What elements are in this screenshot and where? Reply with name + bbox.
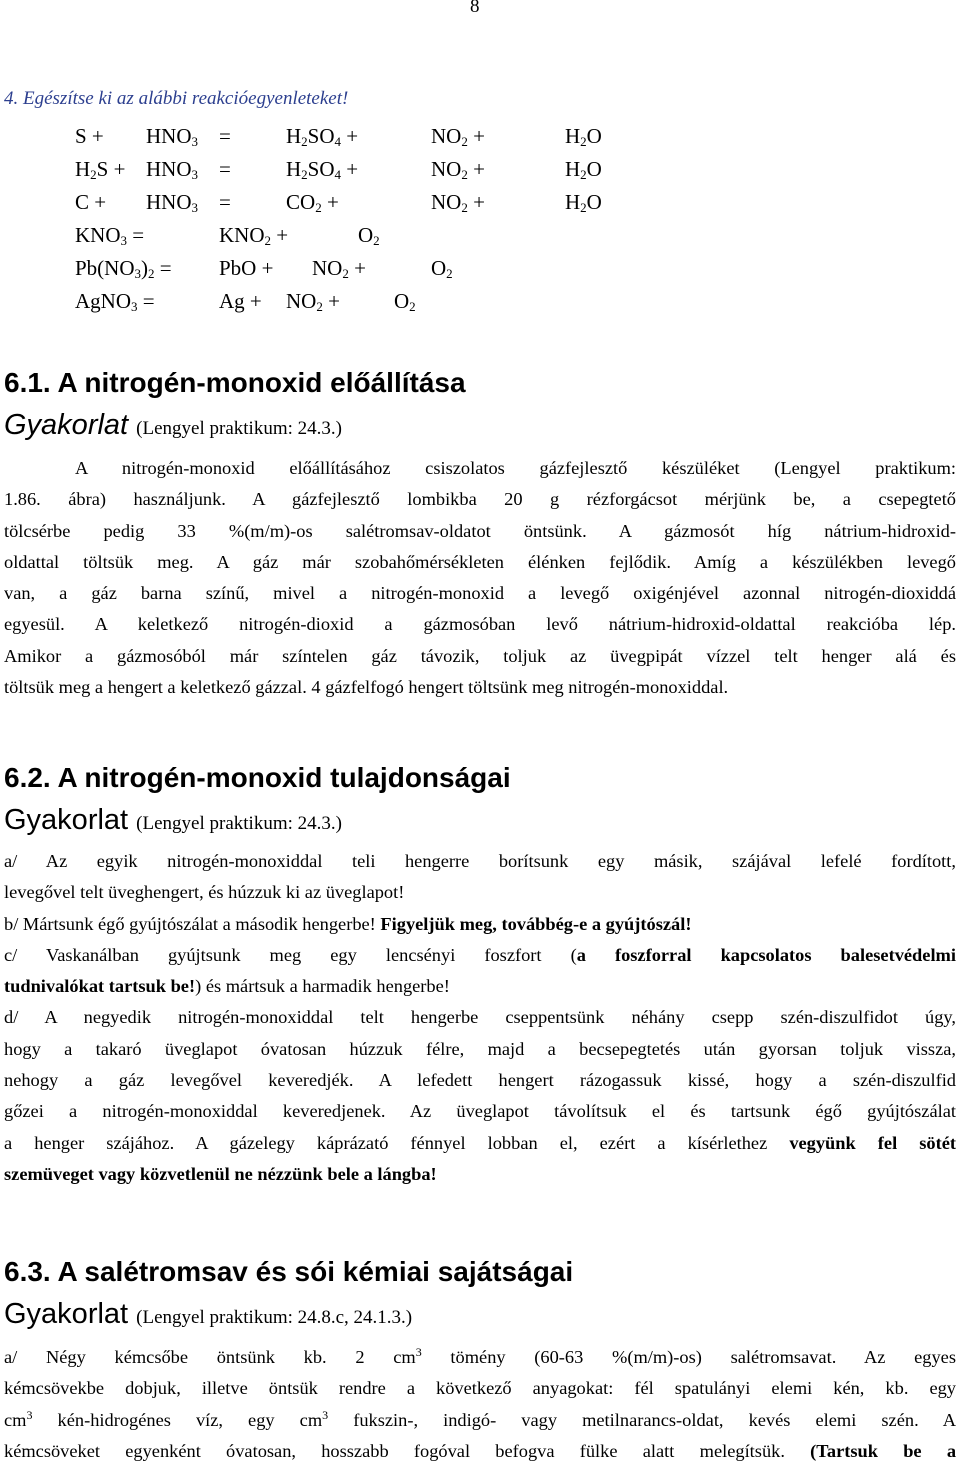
step-a-line-1: a/ Az egyik nitrogén-monoxiddal teli hengerre borítsunk egy másik, szájával lefelé fordított, bbox=[4, 851, 956, 871]
step-a-line-4: kémcsöveket egyenként óvatosan, hosszabb fogóval befogva fülke alatt melegítsük. (Tartsuk be a bbox=[4, 1440, 957, 1461]
practice-word: Gyakorlat bbox=[4, 804, 129, 836]
practice-reference: (Lengyel praktikum: 24.3.) bbox=[136, 813, 342, 834]
equation-5: $Pb(NO_3)_2$ = PbO + $NO_2$ + $O_2$ bbox=[75, 256, 453, 281]
equation-3: C + $HNO_3$ = $CO_2$ + $NO_2$ + $H_2O$ bbox=[75, 190, 602, 215]
section-body-6-2 bbox=[4, 846, 956, 1190]
step-b: b/ Mártsunk égő gyújtószálat a második hengerbe! Figyeljük meg, továbbég-e a gyújtószál! bbox=[4, 913, 692, 934]
practice-reference: (Lengyel praktikum: 24.3.) bbox=[136, 418, 342, 439]
section-heading-6-2: 6.2. A nitrogén-monoxid tulajdonságai bbox=[4, 762, 511, 793]
step-c-line-1: c/ Vaskanálban gyújtsunk meg egy lencsényi foszfort (a foszforral kapcsolatos balesetvédelmi bbox=[4, 944, 956, 965]
step-d-line-6: szemüveget vagy közvetlenül ne nézzünk bele a lángba! bbox=[4, 1163, 437, 1184]
practice-label-6-3 bbox=[4, 1298, 412, 1331]
step-d-line-4: gőzei a nitrogén-monoxiddal keveredjenek. Az üveglapot távolítsuk el és tartsunk égő gyújtószálat bbox=[4, 1101, 956, 1122]
step-a-line-1: a/ Négy kémcsőbe öntsünk kb. 2 $cm^3$ tömény (60-63 %(m/m)-os) salétromsavat. Az egyes bbox=[4, 1345, 956, 1367]
step-a-line-3: $cm^3$ kén-hidrogénes víz, egy $cm^3$ fukszin-, indigó- vagy metilnarancs-oldat, kevés elemi szén. A bbox=[4, 1407, 956, 1430]
step-d-line-3: nehogy a gáz levegővel keveredjék. A lefedett hengert rázogassuk kissé, hogy a szén-diszulfid bbox=[4, 1070, 956, 1091]
equation-1: S + $HNO_3$ = $H_2SO_4$ + $NO_2$ + $H_2O$ bbox=[75, 124, 602, 149]
step-d-line-1: d/ A negyedik nitrogén-monoxiddal telt hengerbe cseppentsünk néhány csepp szén-diszulfidot úgy, bbox=[4, 1007, 956, 1028]
section-body-6-3 bbox=[4, 1342, 956, 1467]
equation-4: $KNO_3$ = $KNO_2$ + $O_2$ bbox=[75, 223, 380, 248]
step-d-line-5: a henger szájához. A gázelegy káprázató fénnyel lobban el, ezért a kísérlethez vegyünk fel sötét bbox=[4, 1132, 956, 1153]
equation-6: AgNO$_3$ = Ag + $NO_2$ + $O_2$ bbox=[75, 289, 416, 314]
section-heading-6-3: 6.3. A salétromsav és sói kémiai sajátságai bbox=[4, 1256, 574, 1287]
section-body-6-1: A nitrogén-monoxid előállításához csiszolatos gázfejlesztő készüléket (Lengyel praktikum: 1.86. ábra) használjunk. A gázfejlesztő lombikba 20 g rézforgácsot mérjünk be, a csepegtető tölcsérbe pedig 33 %(m/m)-os salétromsav-oldatot öntsünk. A gázmosót híg nátrium-hidroxid- oldattal töltsük meg. A gáz már szobahőmérsékleten élénken fejlődik. Amíg a készülékben levegő van, a gáz barna színű, mivel a nitrogén-monoxid a levegő oxigénjével azonnal nitrogén-dioxiddá egyesül. A keletkező nitrogén-dioxid a gázmosóban levő nátrium-hidroxid-oldattal reakcióba lép. Amikor a gázmosóból már színtelen gáz távozik, toljuk az üvegpipát vízzel telt henger alá és töltsük meg a hengert a keletkező gázzal. 4 gázfelfogó hengert töltsünk meg nitrogén-monoxiddal. bbox=[4, 458, 956, 698]
practice-reference: (Lengyel praktikum: 24.8.c, 24.1.3.) bbox=[136, 1307, 413, 1328]
practice-word: Gyakorlat bbox=[4, 1298, 129, 1330]
step-a-line-2: kémcsövekbe dobjuk, illetve öntsük rendre a következő anyagokat: fél spatulányi elemi kén, kb. egy bbox=[4, 1378, 956, 1399]
practice-label-6-1 bbox=[4, 409, 342, 442]
step-d-line-2: hogy a takaró üveglapot óvatosan húzzuk félre, majd a becsepegtetés után gyorsan toljuk vissza, bbox=[4, 1038, 956, 1059]
page-number: 8 bbox=[470, 0, 480, 17]
practice-label-6-2 bbox=[4, 804, 342, 837]
step-c-line-2: tudnivalókat tartsuk be!) és mártsuk a harmadik hengerbe! bbox=[4, 976, 450, 997]
practice-word: Gyakorlat bbox=[4, 409, 129, 441]
task-title: 4. Egészítse ki az alábbi reakcióegyenleteket! bbox=[4, 88, 349, 109]
section-heading-6-1: 6.1. A nitrogén-monoxid előállítása bbox=[4, 367, 466, 398]
equation-2: $H_2S$ + $HNO_3$ = $H_2SO_4$ + $NO_2$ + $H_2O$ bbox=[75, 157, 602, 182]
step-a-line-2: levegővel telt üveghengert, és húzzuk ki az üveglapot! bbox=[4, 882, 405, 903]
